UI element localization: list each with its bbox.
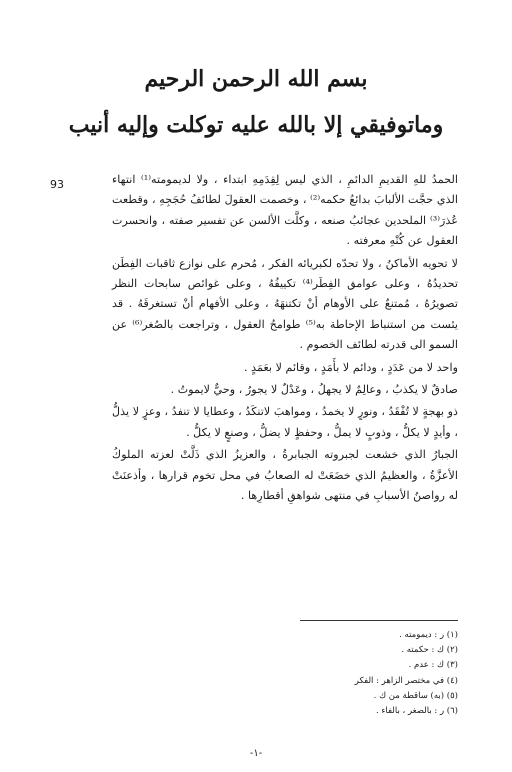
- footnote: (٤) في مختصر الزاهر : الفكر: [354, 675, 458, 686]
- footnote: (٥) (به) ساقطة من ك .: [373, 690, 458, 701]
- paragraph: لا تحويه الأماكنُ ، ولا تحدّه لكبريائه الفكر ، مُحرم على نوازع ثاقبات الفِطَن تحديدُهُ ، وعلى عوامق الفِطَر⁽⁴⁾ تكييفُهُ ، وعلى غوائص سابحات النظر تصويرُهُ ، مُمتنعٌ على الأوهام أنْ تكتنهَهُ ، وعلى الأفهام أنْ تستغرقَهُ . قد يئست من استنباط الإحاطة به⁽⁵⁾ طوامحُ العقول ، وتراجعت بالصُغر⁽⁶⁾ عن السمو الى قدرته لطائف الخصوم .: [112, 256, 458, 352]
- footnote: (٢) ك : حكمته .: [401, 645, 458, 656]
- subtitle-heading: وماتوفيقي إلا بالله عليه توكلت وإليه أنيب: [68, 112, 444, 138]
- footnote-divider: [300, 620, 458, 621]
- page-number: -١-: [249, 748, 263, 759]
- paragraph: ذو بهجةٍ لا تُفْقَدُ ، ونورٍ لا يخمدُ ، ومواهبَ لاتنكَدُ ، وعطايا لا تنفدُ ، وعزٍ لا يذلُّ ، وأيدٍ لا يكلُّ ، وذوبٍ لا يملُّ ، وحفظٍ لا يضلُّ ، وصنعٍ لا يكلُّ .: [112, 405, 458, 439]
- footnote: (٦) ر : بالصغر ، بالفاء .: [376, 706, 458, 717]
- paragraph: واحد لا من عَدَدٍ ، ودائم لا بأَمَدٍ ، وقائم لا بعَمَدٍ .: [244, 360, 458, 374]
- footnote: (٣) ك : عدم .: [408, 660, 458, 671]
- footnotes: [300, 628, 458, 719]
- basmala-heading: بسم الله الرحمن الرحيم: [144, 66, 368, 92]
- main-text: [112, 170, 458, 509]
- footnote: (١) ر : ديمومته .: [399, 630, 458, 640]
- margin-page-number: 93: [50, 178, 64, 191]
- paragraph: الجبارُ الذي خشعت لجبروته الجبابرةُ ، والعزيزُ الذي ذَلَّتْ لعزته الملوكُ الأعزَّةُ ، والعظيمُ الذي خضَعَتْ له الصعابُ في محل تخوم قرارها ، وأذعنَتْ له رواصنُ الأسبابِ في منتهى شواهقِ أقطارِها .: [112, 448, 458, 503]
- paragraph: الحمدُ للهِ القديمِ الدائمِ ، الذي ليس لِقِدَمِهِ ابتداء ، ولا لديمومته⁽¹⁾ انتهاء الذي حجَّت الألبابَ بدائعُ حكمه⁽²⁾ ، وخصمت العقولَ لطائفُ حُجَجِهِ ، وقطعت عُذرَ⁽³⁾ الملحدين عجائبُ صنعه ، وكلَّت الألسن عن تفسير صفته ، وانحسرت العقول عن كُنْهِ معرفته .: [112, 173, 458, 248]
- paragraph: صادقٌ لا يكذبُ ، وعالِمٌ لا يجهلُ ، وعَدْلٌ لا يجورُ ، وحيٌّ لايموتُ .: [170, 383, 458, 397]
